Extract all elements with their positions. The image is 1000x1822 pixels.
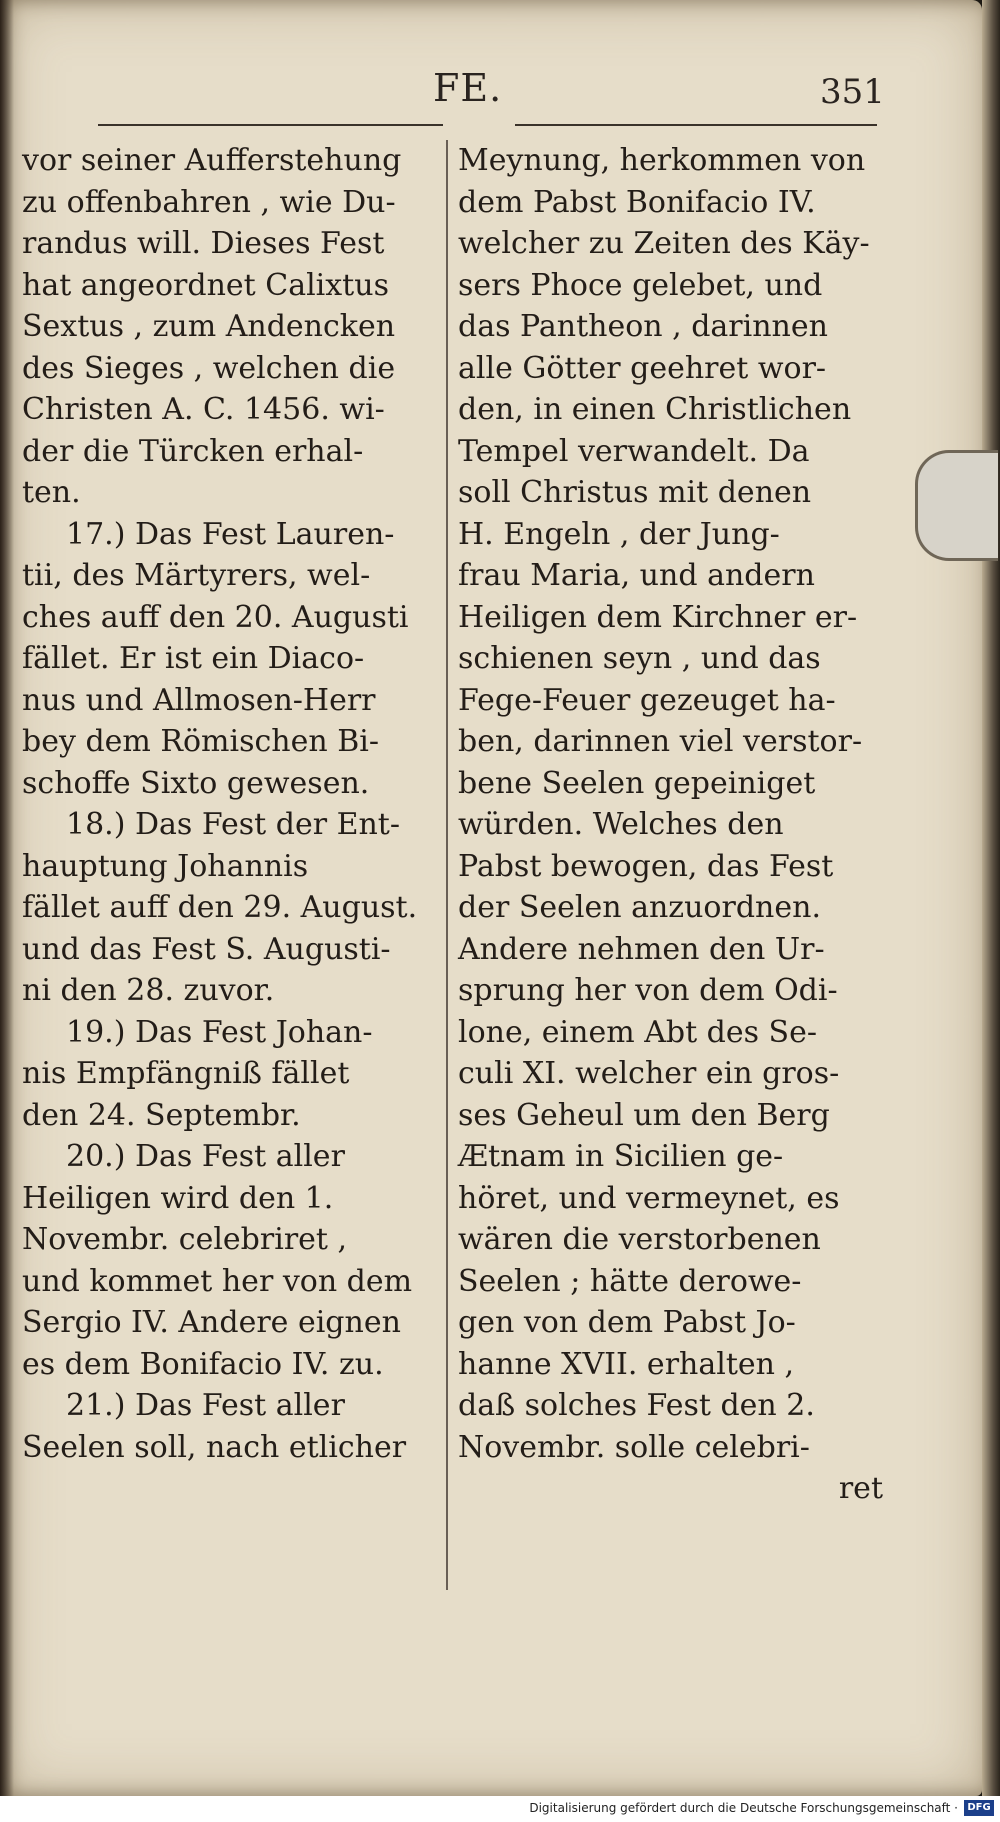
text-line: bene Seelen gepeiniget bbox=[458, 765, 816, 801]
text-line: nis Empfängniß fället bbox=[22, 1056, 350, 1091]
header-rule-left bbox=[98, 124, 443, 126]
text-line: vor seiner Aufferstehung bbox=[22, 143, 402, 178]
text-line: soll Christus mit denen bbox=[458, 475, 812, 510]
text-line: Novembr. solle celebri- bbox=[458, 1429, 810, 1465]
text-line: Pabst bewogen, das Fest bbox=[458, 848, 834, 884]
text-line: ret bbox=[838, 1471, 883, 1506]
text-line: Novembr. celebriret , bbox=[22, 1222, 348, 1257]
text-line: tii, des Märtyrers, wel- bbox=[22, 558, 371, 593]
text-line: welcher zu Zeiten des Käy- bbox=[458, 226, 870, 261]
text-line: Heiligen dem Kirchner er- bbox=[458, 599, 858, 635]
digitization-footer bbox=[0, 1796, 1000, 1822]
text-line: frau Maria, und andern bbox=[458, 558, 815, 593]
text-line: ben, darinnen viel verstor- bbox=[458, 724, 863, 759]
text-line: dem Pabst Bonifacio IV. bbox=[458, 184, 816, 220]
text-line: H. Engeln , der Jung- bbox=[458, 516, 780, 552]
text-line: Heiligen wird den 1. bbox=[22, 1180, 334, 1216]
text-line: und kommet her von dem bbox=[22, 1263, 413, 1299]
text-line: höret, und vermeynet, es bbox=[458, 1180, 840, 1216]
text-line: das Pantheon , darinnen bbox=[458, 309, 828, 344]
text-line: des Sieges , welchen die bbox=[22, 350, 396, 386]
text-line: 17.) Das Fest Lauren- bbox=[66, 516, 395, 552]
text-line: ni den 28. zuvor. bbox=[22, 973, 275, 1008]
text-line: Andere nehmen den Ur- bbox=[458, 931, 825, 967]
text-line: lone, einem Abt des Se- bbox=[458, 1014, 818, 1050]
text-line: sprung her von dem Odi- bbox=[458, 973, 838, 1008]
text-line: schienen seyn , und das bbox=[458, 641, 821, 676]
page-number: 351 bbox=[820, 72, 885, 112]
text-line: 20.) Das Fest aller bbox=[66, 1139, 345, 1174]
column-divider bbox=[446, 140, 448, 1590]
page-tab-marker bbox=[915, 450, 998, 561]
text-line: daß solches Fest den 2. bbox=[458, 1388, 815, 1423]
text-line: Christen A. C. 1456. wi- bbox=[22, 392, 385, 427]
text-line: schoffe Sixto gewesen. bbox=[22, 765, 370, 801]
text-line: Sergio IV. Andere eignen bbox=[22, 1305, 401, 1340]
text-line: es dem Bonifacio IV. zu. bbox=[22, 1346, 384, 1382]
text-line: fället auff den 29. August. bbox=[22, 890, 418, 925]
text-line: Fege-Feuer gezeuget ha- bbox=[458, 682, 836, 718]
text-line: fället. Er ist ein Diaco- bbox=[22, 641, 365, 676]
text-line: ten. bbox=[22, 475, 81, 510]
text-line: ches auff den 20. Augusti bbox=[22, 599, 409, 635]
header-rule-right bbox=[515, 124, 877, 126]
gutter-shadow bbox=[0, 0, 14, 1796]
text-line: hauptung Johannis bbox=[22, 848, 309, 884]
text-line: nus und Allmosen-Herr bbox=[22, 682, 376, 718]
text-line: gen von dem Pabst Jo- bbox=[458, 1305, 796, 1340]
text-line: hat angeordnet Calixtus bbox=[22, 267, 389, 303]
text-line: ses Geheul um den Berg bbox=[458, 1097, 830, 1133]
left-text-column bbox=[22, 140, 442, 1468]
text-line: den, in einen Christlichen bbox=[458, 392, 852, 427]
text-line: 19.) Das Fest Johan- bbox=[66, 1014, 373, 1050]
footer-credit: Digitalisierung gefördert durch die Deutsche Forschungsgemeinschaft · bbox=[529, 1801, 958, 1815]
text-line: zu offenbahren , wie Du- bbox=[22, 184, 396, 220]
dfg-logo: DFG bbox=[964, 1800, 994, 1816]
text-line: 18.) Das Fest der Ent- bbox=[66, 807, 400, 842]
text-line: Meynung, herkommen von bbox=[458, 143, 866, 178]
text-line: Seelen soll, nach etlicher bbox=[22, 1429, 407, 1465]
right-text-column bbox=[458, 140, 883, 1510]
text-line: sers Phoce gelebet, und bbox=[458, 267, 823, 303]
text-line: wären die verstorbenen bbox=[458, 1222, 821, 1257]
running-head: FE. bbox=[433, 66, 503, 110]
text-line: der Seelen anzuordnen. bbox=[458, 890, 821, 925]
text-line: und das Fest S. Augusti- bbox=[22, 931, 391, 967]
text-line: der die Türcken erhal- bbox=[22, 433, 364, 469]
text-line: Seelen ; hätte derowe- bbox=[458, 1263, 802, 1299]
text-line: Tempel verwandelt. Da bbox=[458, 433, 810, 469]
text-line: 21.) Das Fest aller bbox=[66, 1388, 345, 1423]
text-line: hanne XVII. erhalten , bbox=[458, 1346, 795, 1382]
page-edge bbox=[982, 0, 1000, 1796]
text-line: alle Götter geehret wor- bbox=[458, 350, 827, 386]
text-line: culi XI. welcher ein gros- bbox=[458, 1056, 840, 1091]
text-line: würden. Welches den bbox=[458, 807, 784, 842]
text-line: Sextus , zum Andencken bbox=[22, 309, 396, 344]
text-line: randus will. Dieses Fest bbox=[22, 226, 385, 261]
text-line: Ætnam in Sicilien ge- bbox=[458, 1139, 784, 1174]
text-line: den 24. Septembr. bbox=[22, 1097, 301, 1133]
text-line: bey dem Römischen Bi- bbox=[22, 724, 379, 759]
